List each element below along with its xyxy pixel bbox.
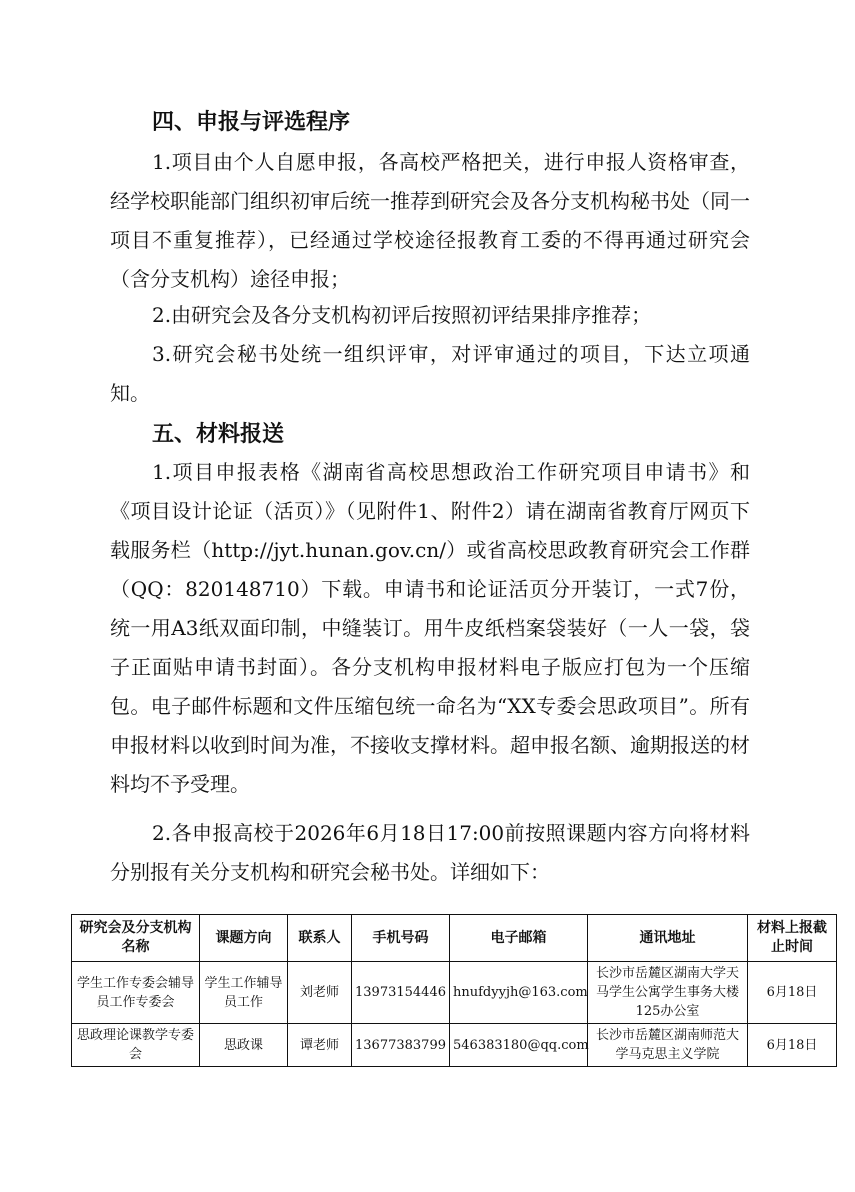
header-topic: 课题方向: [200, 915, 288, 962]
header-org: 研究会及分支机构名称: [72, 915, 200, 962]
cell-email: 546383180@qq.com: [450, 1024, 588, 1067]
table-row: [72, 1024, 837, 1067]
paragraph-procedure-1: 1.项目由个人自愿申报，各高校严格把关，进行申报人资格审查，经学校职能部门组织初审后统一推荐到研究会及各分支机构秘书处（同一项目不重复推荐），已经通过学校途径报教育工委的不得再通过研究会（含分支机构）途径申报；: [110, 150, 750, 291]
cell-org: 思政理论课教学专委会: [72, 1024, 200, 1067]
cell-email: hnufdyyjh@163.com: [450, 962, 588, 1024]
cell-org: 学生工作专委会辅导员工作专委会: [72, 962, 200, 1024]
header-contact: 联系人: [288, 915, 352, 962]
section-heading-materials: 五、材料报送: [152, 422, 285, 447]
header-phone: 手机号码: [352, 915, 450, 962]
cell-contact: 谭老师: [288, 1024, 352, 1067]
cell-phone: 13677383799: [352, 1024, 450, 1067]
cell-topic: 学生工作辅导员工作: [200, 962, 288, 1024]
header-email: 电子邮箱: [450, 915, 588, 962]
table-header-row: [72, 915, 837, 962]
cell-deadline: 6月18日: [748, 1024, 837, 1067]
table-row: [72, 962, 837, 1024]
paragraph-materials-1: 1.项目申报表格《湖南省高校思想政治工作研究项目申请书》和《项目设计论证（活页）》（见附件1、附件2）请在湖南省教育厅网页下载服务栏（http://jyt.hunan.gov.cn/）或省高校思政教育研究会工作群（QQ：820148710）下载。申请书和论证活页分开装订，一式7份，统一用A3纸双面印制，中缝装订。用牛皮纸档案袋装好（一人一袋，袋子正面贴申请书封面）。各分支机构申报材料电子版应打包为一个压缩包。电子邮件标题和文件压缩包统一命名为“XX专委会思政项目”。所有申报材料以收到时间为准，不接收支撑材料。超申报名额、逾期报送的材料均不予受理。: [110, 460, 750, 796]
cell-deadline: 6月18日: [748, 962, 837, 1024]
cell-contact: 刘老师: [288, 962, 352, 1024]
cell-address: 长沙市岳麓区湖南师范大学马克思主义学院: [588, 1024, 748, 1067]
section-heading-procedure: 四、申报与评选程序: [152, 110, 351, 135]
header-address: 通讯地址: [588, 915, 748, 962]
contact-table: [71, 914, 837, 1067]
cell-phone: 13973154446: [352, 962, 450, 1024]
paragraph-procedure-2: 2.由研究会及各分支机构初评后按照初评结果排序推荐；: [152, 303, 652, 327]
paragraph-procedure-3: 3.研究会秘书处统一组织评审，对评审通过的项目，下达立项通知。: [110, 342, 750, 405]
paragraph-materials-2: 2.各申报高校于2026年6月18日17:00前按照课题内容方向将材料分别报有关分支机构和研究会秘书处。详细如下：: [110, 821, 750, 884]
cell-address: 长沙市岳麓区湖南大学天马学生公寓学生事务大楼125办公室: [588, 962, 748, 1024]
cell-topic: 思政课: [200, 1024, 288, 1067]
header-deadline: 材料上报截止时间: [748, 915, 837, 962]
